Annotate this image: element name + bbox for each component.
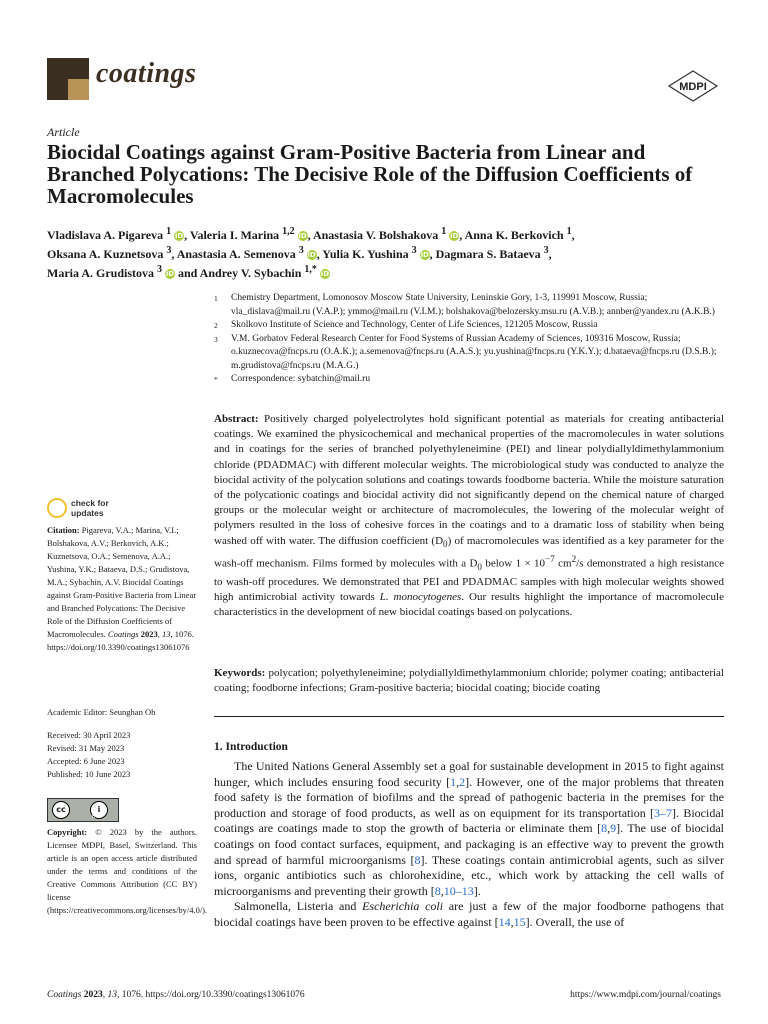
affiliations	[214, 292, 724, 387]
keywords: Keywords: polycation; polyethyleneimine; polydiallyldimethylammonium chloride; polymer coating; antibacterial coating; foodborne infections; Gram-positive bacteria; biocidal coating; biocide coating	[214, 667, 724, 695]
check-updates-icon	[47, 498, 67, 518]
affiliation-item: 1 Chemistry Department, Lomonosov Moscow State University, Leninskie Gory, 1-3, 119991 Moscow, Russia; vla_dislava@mail.ru (V.A.P.); ymmo@mail.ru (V.I.M.); bolshakova@belozersky.msu.ru (A.V.B.); annber@yandex.ru (A.K.B.)	[214, 293, 715, 317]
article-type: Article	[47, 125, 80, 139]
academic-editor: Academic Editor: Seunghan Oh	[47, 707, 156, 717]
orcid-icon[interactable]: iD	[175, 232, 184, 241]
citation-link[interactable]: 9	[610, 821, 617, 836]
orcid-icon[interactable]: iD	[307, 251, 316, 260]
correspondence: * Correspondence: sybatchin@mail.ru	[214, 374, 371, 384]
journal-logo-mark	[47, 58, 89, 100]
cc-by-license-badge[interactable]: cc i BY	[47, 798, 119, 822]
section-divider	[214, 716, 724, 717]
citation-link[interactable]: 14	[498, 914, 511, 929]
citation-link[interactable]: 8	[434, 883, 441, 898]
cc-icon: cc	[52, 801, 70, 819]
footer-citation: Coatings 2023, 13, 1076. https://doi.org/10.3390/coatings13061076	[47, 990, 305, 1000]
orcid-icon[interactable]: iD	[320, 270, 330, 279]
orcid-icon[interactable]: iD	[420, 251, 429, 260]
citation-link[interactable]: 15	[513, 914, 526, 929]
article-title: Biocidal Coatings against Gram-Positive Bacteria from Linear and Branched Polycations: The Decisive Role of the Diffusion Coefficients of Macromolecules	[47, 140, 693, 208]
introduction-body	[214, 759, 724, 931]
orcid-icon[interactable]: iD	[165, 270, 175, 279]
affiliation-item: 2 Skolkovo Institute of Science and Technology, Center of Life Sciences, 121205 Moscow, Russia	[214, 320, 598, 330]
orcid-icon[interactable]: iD	[450, 232, 459, 241]
attribution-icon: i	[90, 801, 108, 819]
svg-text:MDPI: MDPI	[679, 81, 707, 93]
journal-name: coatings	[96, 58, 197, 89]
affiliation-item: 3 V.M. Gorbatov Federal Research Center for Food Systems of Russian Academy of Sciences, 109316 Moscow, Russia; o.kuznecova@fncps.ru (O.A.K.); a.semenova@fncps.ru (A.A.S.); yu.yushina@fncps.ru (Y.K.Y.); d.bataeva@fncps.ru (D.S.B.); m.grudistova@fncps.ru (M.A.G.)	[214, 333, 717, 371]
citation-link[interactable]: 2	[459, 774, 466, 789]
citation-link[interactable]: 10–13	[443, 883, 474, 898]
publication-dates: Received: 30 April 2023 Revised: 31 May 2023 Accepted: 6 June 2023 Published: 10 June 2023	[47, 730, 131, 779]
orcid-icon[interactable]: iD	[298, 232, 307, 241]
citation-link[interactable]: 1	[450, 774, 457, 789]
citation-link[interactable]: 3–7	[654, 805, 673, 820]
abstract: Abstract: Positively charged polyelectrolytes hold significant potential as materials for creating antibacterial coatings. We examined the physicochemical and mechanical properties of the macromolecules in water solutions and in coatings for the series of branched polyethyleneimine (PEI) and linear polydiallyldimethylammonium chloride (PDADMAC) with different molecular weights. The microbiological study was conducted to analyze the biocidal activity of the polycation solutions and coatings towards foodborne bacteria. While the moisture saturation of the polycationic coatings and biocidal activity did not significantly depend on the chemical nature of charged groups or the molecular weight or architecture of macromolecules, the lowering of the molecular weight of polymers resulted in the loss of cohesive forces in the coatings and to a dramatic loss of stability when being washed off with water. The diffusion coefficient $(D_0)$ of macromolecules was identified as a key parameter for the wash-off mechanism. Films formed by molecules with a $D_0$ below $1 \times 10^{-7}$ $cm^2/s$ demonstrated a high resistance to wash-off procedures. We demonstrated that PEI and PDADMAC samples with high molecular weights showed high antimicrobial activity towards L. monocytogenes. Our results highlight the importance of macromolecule characteristics in the development of new biocidal coatings based on polycations.	[214, 413, 725, 619]
citation-block: Citation: Pigareva, V.A.; Marina, V.I.; Bolshakova, A.V.; Berkovich, A.K.; Kuznetsova, O.A.; Semenova, A.A.; Yushina, Y.K.; Bataeva, D.S.; Grudistova, M.A.; Sybachin, A.V. Biocidal Coatings against Gram-Positive Bacteria from Linear and Branched Polycations: The Decisive Role of the Diffusion Coefficients of Macromolecules. Coatings 2023, 13, 1076. https://doi.org/10.3390/coatings13061076	[47, 525, 197, 652]
author-list: Vladislava A. Pigareva $^1$ iD, Valeria I. Marina $^{1,2}$ iD, Anastasia V. Bolshakova $^1$ iD, Anna K. Berkovich $^1$, Oksana A. Kuznetsova $^3$, Anastasia A. Semenova $^3$ iD, Yulia K. Yushina $^3$ iD, Dagmara S. Bataeva $^3$, Maria A. Grudistova $^3$ iD and Andrey V. Sybachin $^{1,*}$ iD	[47, 226, 575, 280]
paragraph: The United Nations General Assembly set a goal for sustainable development in 2015 to fight against hunger, which includes ensuring food security [1,2]. However, one of the major problems that threaten food safety is the formation of biofilms and the spread of pathogenic bacteria in the premises for the production and storage of food products, as well as on equipment for its transportation [3–7]. Biocidal coatings are coatings made to stop the growth of bacteria or eliminate them [8,9]. The use of biocidal coatings on food contact surfaces, equipment, and packaging is an effective way to prevent the growth and spread of harmful microorganisms [8]. These coatings contain antimicrobial agents, such as silver ions, organic antibiotics such as chlorohexidine, etc., which work by attacking the cell walls of microorganisms and preventing their growth [8,10–13].	[214, 759, 725, 898]
mdpi-logo	[667, 70, 719, 102]
footer-journal-url[interactable]: https://www.mdpi.com/journal/coatings	[570, 990, 721, 1000]
citation-link[interactable]: 8	[601, 821, 608, 836]
section-heading-introduction: 1. Introduction	[214, 741, 288, 753]
paragraph: Salmonella, Listeria and Escherichia coli are just a few of the major foodborne pathogens that biocidal coatings have been proven to be effective against [14,15]. Overall, the use of	[214, 899, 725, 929]
citation-link[interactable]: 8	[414, 852, 421, 867]
copyright-notice: Copyright: © 2023 by the authors. Licensee MDPI, Basel, Switzerland. This article is an open access article distributed under the terms and conditions of the Creative Commons Attribution (CC BY) license (https://creativecommons.org/licenses/by/4.0/).	[47, 827, 208, 915]
check-for-updates-badge[interactable]: check for updates	[47, 498, 127, 520]
